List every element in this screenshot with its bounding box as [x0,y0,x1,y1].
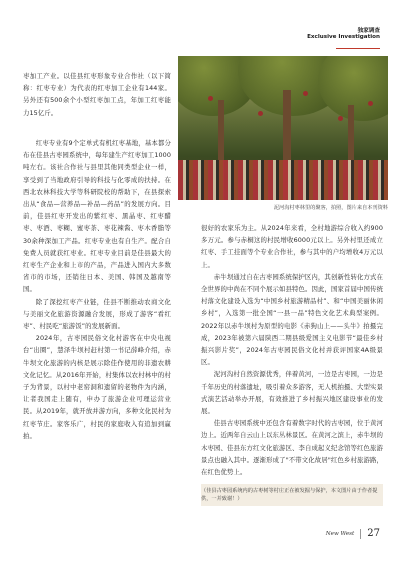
header-rule [336,48,380,49]
magazine-name: New West [325,530,355,537]
page-footer [326,528,380,539]
paragraph: 2024年，古枣园民俗文化村游客在中央电视台“出圈”，慧泽牛坝村赶村第一书记薛峰介绍，赤牛坝文化旅游的内核是展示除佳作使用的非遗农耕文化记忆。从2016年开始，村集体以农村林中的村子为背景，以村中老窑洞和遗留的老物件为内涵，让者我国走上随有，申办了旅游企业可理运营业民。从2019年，就开放并游方向，多种文化民村为红枣节庄。家客乐广，村民的家庭收入有追加到赢拍。 [23,334,171,440]
paragraph: 枣加工产业。以佳县红枣形象专业合作社（以下简称：红枣专业）为代表的红枣加工企业有144家。另外还有500余个小型红枣加工点，年加工红枣能力15亿斤。 [23,72,171,117]
photo-caption: 泥河沟村枣林里的聚客，拍照，图片来自本刊资料 [273,205,388,211]
paragraph: 泥河沟村自然资源优秀，伴着黄河，一边是古枣园，一边是千年历史的村落遗址，吸引着众多游客，无人机拍摄、大型实景式演艺活动举办开展，有效推进了乡村振兴地区建设事业的发展。 [201,370,383,416]
left-column-body [23,137,171,442]
bottom-caption: （佳县古枣园系统内的古枣树等村庄正在被发掘与保护，本文图片由于作者提供，一并致谢！） [201,488,378,502]
section-header [307,28,380,41]
section-category-cn: 独家调查 [357,28,380,34]
paragraph: 赤牛坝通过自在古枣园系统保护区内，其创新性转化方式在全世界的中尚在不同个展示如县特色。因此，国家首届中国传统村落文化建设入选为“中国乡村旅游精品村”、和“中国美丽休闲乡村”，入选第一批全国“一县一品”特色文化艺术典型案例。2022年以赤牛坝村为原型的电影《赤狗山上——头牛》拍摄完成，2023年被第六届陕西二期县级爱国主义电影节“最佳乡村振兴影片奖”，2024年古枣园民俗文化村并获评国家4A级景区。 [201,272,383,367]
footer-divider [360,529,361,539]
article-photo [178,56,388,200]
paragraph: 红枣专业有9个定单式有机红枣基地，基本都分布在佳县古枣园系统中，每年建生产红枣加工1000吨左右。该社合作社与县里其他同类型企业一样，享受到了当地政府引导的科技与化零成的扶持。在西北农林科技大学等科研院校的帮助下，在县探索出从“食品—营养品—补品—药品”的发展方向。目前，佳县红枣开发出的紫红枣、黑晶枣、红枣醋枣、枣酒、枣糊、蜜枣茶、枣花辣酱、枣木香脂等30余种深加工产品。红枣专业也有自生产。配合自免费人员就获红枣业。红枣专业目前是佳县最大的红枣生产企业和上市的产品，产品进入国内大多数省市的市场，还销往日本、美国、韩国及越南等国。 [23,139,171,294]
page-number: 27 [367,528,380,539]
paragraph: 除了深挖红枣产业链，佳县不断推动农商文化与美丽文化旅游资源融合发展，形成了游客“看红枣”、村民吃“旅游饭”的发展新面。 [23,297,171,331]
paragraph: 佳县古枣园系统中还包含有着数字时代的古枣园，位于黄河边上。近两年自云山上以东丛林景区。在黄河之滨上，赤牛坝的木枣园、佳县东方红文化旅游区、李自成起义纪念馆等红色旅游景点也融入其中。逐渐形成了"不带文化故居"红色乡村旅游路，在红色优势上。 [201,419,383,477]
left-column-top [23,70,171,119]
section-category-en: Exclusive Investigation [307,34,380,41]
paragraph: 很好的农家乐为主。从2024年来看，全村地游综合收入约900多万元。参与赤桐这的村民增收6000元以上。另外村里还成立红枣、手工挂面等个专业合作社，参与其中的户均增收4万元以上。 [201,224,383,269]
right-column-body [201,222,383,478]
